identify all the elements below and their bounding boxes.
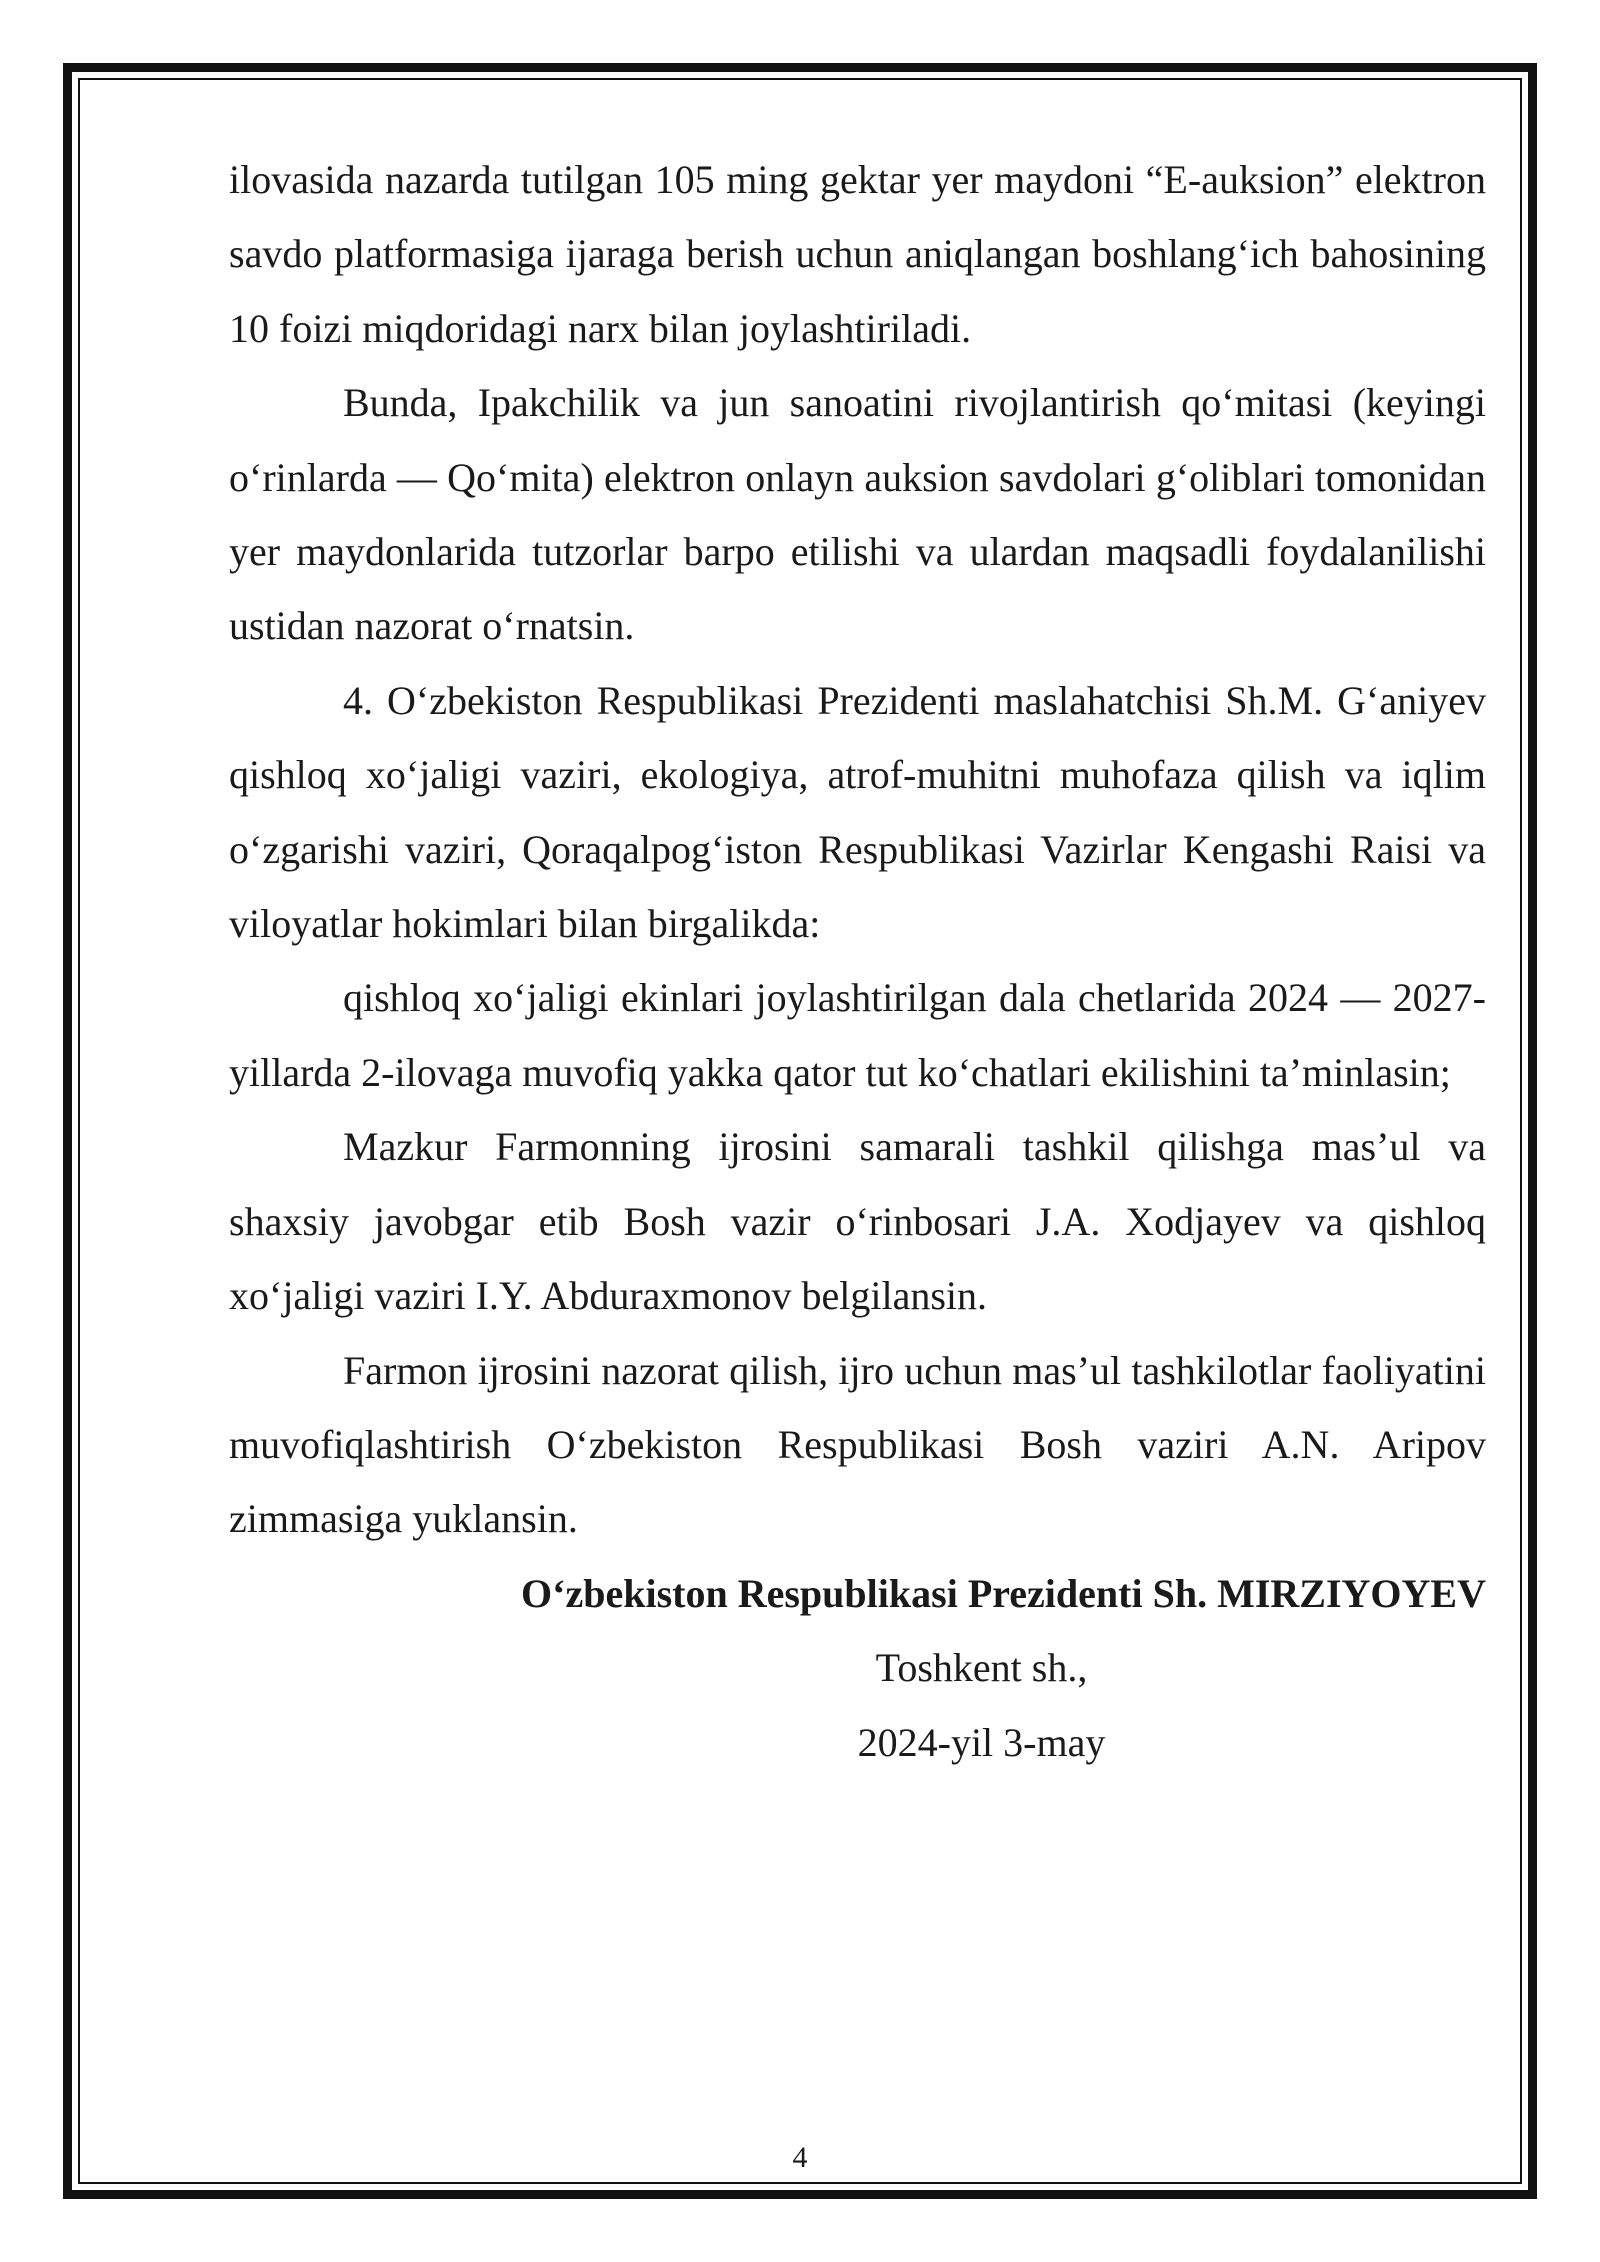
signature-line: O‘zbekiston Respublikasi Prezidenti Sh. MIRZIYOYEV bbox=[521, 1570, 1486, 1616]
signing-date: 2024-yil 3-may bbox=[857, 1719, 1106, 1765]
paragraph-committee-oversight: Bunda, Ipakchilik va jun sanoatini rivojlantirish qo‘mitasi (keyingi o‘rinlarda — Qo‘mita) elektron onlayn auksion savdolari g‘oliblari tomonidan yer maydonlarida tutzorlar barpo etilishi va ulardan maqsadli foydalanilishi ustidan nazorat o‘rnatsin. bbox=[229, 380, 1486, 649]
page-number: 4 bbox=[792, 2141, 808, 2174]
paragraph-continuation: ilovasida nazarda tutilgan 105 ming gektar yer maydoni “E-auksion” elektron savdo platformasiga ijaraga berish uchun aniqlangan boshlang‘ich bahosining 10 foizi miqdoridagi narx bilan joylashtiriladi. bbox=[229, 157, 1486, 351]
paragraph-item-4: 4. O‘zbekiston Respublikasi Prezidenti maslahatchisi Sh.M. G‘aniyev qishloq xo‘jaligi vaziri, ekologiya, atrof-muhitni muhofaza qilish va iqlim o‘zgarishi vaziri, Qoraqalpog‘iston Respublikasi Vazirlar Kengashi Raisi va viloyatlar hokimlari bilan birgalikda: bbox=[229, 677, 1486, 947]
document-body bbox=[229, 143, 1486, 1780]
paragraph-planting-task: qishloq xo‘jaligi ekinlari joylashtirilgan dala chetlarida 2024 — 2027-yillarda 2-ilovaga muvofiq yakka qator tut ko‘chatlari ekilishini ta’minlasin; bbox=[229, 975, 1486, 1095]
signing-place: Toshkent sh., bbox=[875, 1645, 1088, 1691]
paragraph-control: Farmon ijrosini nazorat qilish, ijro uchun mas’ul tashkilotlar faoliyatini muvofiqlashtirish O‘zbekiston Respublikasi Bosh vaziri A.N. Aripov zimmasiga yuklansin. bbox=[229, 1347, 1486, 1542]
paragraph-responsibility: Mazkur Farmonning ijrosini samarali tashkil qilishga mas’ul va shaxsiy javobgar etib Bosh vazir o‘rinbosari J.A. Xodjayev va qishloq xo‘jaligi vaziri I.Y. Abduraxmonov belgilansin. bbox=[229, 1124, 1486, 1319]
